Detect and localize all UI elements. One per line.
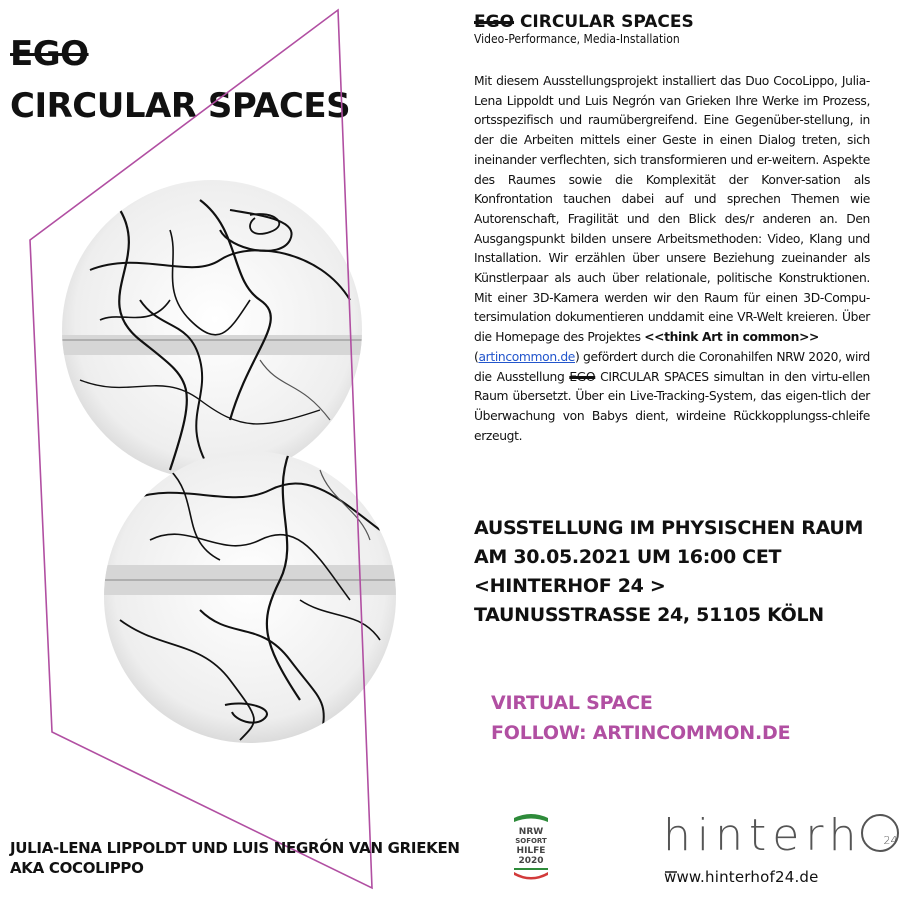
exhibition-line-2: AM 30.05.2021 UM 16:00 CET [474,546,782,568]
nrw-text-3: HILFE [516,846,546,856]
nrw-text-1: NRW [518,827,544,837]
body-p1: Mit diesem Ausstellungsprojekt installiert das Duo CocoLippo, Julia-Lena Lippoldt und Luis Negrón van Grieken Ihre Werke im Prozess, ortsspezifisch und raumübergreifend. Eine Gegenüber-stellung, in der die Arbeiten mittels einer Geste in einen Dialog treten, sich ineinander verflechten, sich transformieren und er-weitern. Aspekte des Raumes sowie die Komplexität der Konver-sation als Konfrontation tauchen dabei auf und sprechen Themen wie Autorenschaft, Fragilität und den Blick des/r anderen an. Den Ausgangspunkt bilden unsere Arbeitsmethoden: Video, Klang und Installation. Wir erzählen über unsere Beziehung zueinander als Künstlerpaar als auch über relationale, politische Konstruktionen. Mit einer 3D-Kamera werden wir den Raum für einen 3D-Compu-tersimulation dokumentieren unddamit eine VR-Welt kreieren. Über die Homepage des Projektes [474,74,870,345]
upper-circle [60,180,370,490]
nrw-text-4: 2020 [518,856,544,866]
exhibition-line-1: AUSSTELLUNG IM PHYSISCHEN RAUM [474,517,864,539]
artists-line-2: AKA COCOLIPPO [10,859,144,877]
artists-line-1: JULIA-LENA LIPPOLDT UND LUIS NEGRÓN VAN GRIEKEN [10,839,460,857]
virtual-line-2[interactable]: FOLLOW: ARTINCOMMON.DE [491,722,791,744]
right-title-ego: EGO [474,12,515,32]
virtual-line-1: VIRTUAL SPACE [491,692,653,714]
exhibition-line-4: TAUNUSSTRASSE 24, 51105 KÖLN [474,604,824,626]
project-name: <<think Art in common>> [644,330,819,345]
exhibition-info [474,514,863,630]
link-close-paren: ) [575,349,580,364]
nrw-text-2: SOFORT [515,837,547,845]
right-title-rest: CIRCULAR SPACES [514,12,694,32]
body-ego-strike: EGO [569,369,596,384]
right-header [474,12,874,46]
body-p2: gefördert durch die Coronahilfen NRW 2020, wird die Ausstellung [474,349,870,384]
left-title-circular: CIRCULAR SPACES [10,86,351,126]
hinterhof-number: 24 [883,834,898,847]
left-title-ego: EGO [10,34,89,74]
hinterhof-o-circle [861,814,899,852]
description-paragraph [474,72,870,446]
artists-credit [10,838,460,878]
link-open-paren: ( [474,349,479,364]
artincommon-link[interactable]: artincommon.de [478,349,576,364]
hinterhof-logo [663,810,900,912]
right-subtitle: Video-Performance, Media-Installation [474,32,680,46]
hinterhof-url[interactable]: www.hinterhof24.de [664,868,819,886]
hinterhof-word: hinterh [663,810,863,861]
right-title [474,12,874,32]
body-p3: CIRCULAR SPACES simultan in den virtu-ellen Raum übersetzt. Über ein Live-Tracking-System, das eigen-tlich der Überwachung von Babys dient, wirdeine Rückkopplungss-chleife erzeugt. [474,369,871,443]
nrw-soforthilfe-logo [510,812,552,882]
exhibition-line-3: <HINTERHOF 24 > [474,575,666,597]
virtual-space [491,688,790,748]
